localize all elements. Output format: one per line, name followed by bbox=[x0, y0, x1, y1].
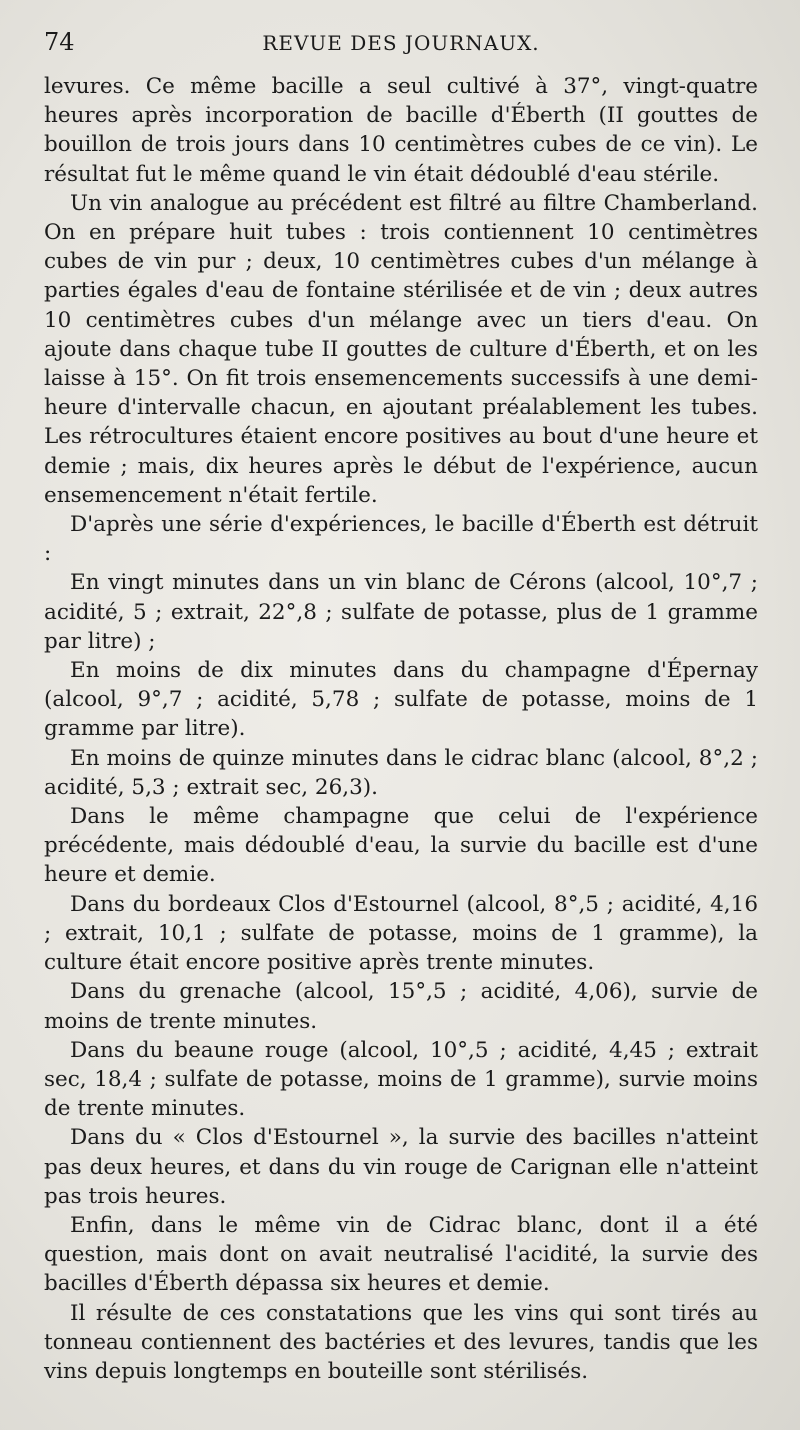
paragraph-champagne-diluted: Dans le même champagne que celui de l'expérience précédente, mais dédoublé d'eau, la survie du bacille est d'une heure et demie. bbox=[44, 804, 758, 888]
paragraph-continuation: levures. Ce même bacille a seul cultivé à 37°, vingt-quatre heures après incorporation de bacille d'Éberth (II gouttes de bouillon de trois jours dans 10 centimètres cubes de ce vin). Le résultat fut le même quand le vin était dédoublé d'eau stérile. bbox=[44, 74, 758, 187]
paragraph-grenache: Dans du grenache (alcool, 15°,5 ; acidité, 4,06), survie de moins de trente minutes. bbox=[44, 979, 758, 1034]
paragraph-bordeaux: Dans du bordeaux Clos d'Estournel (alcool, 8°,5 ; acidité, 4,16 ; extrait, 10,1 ; sulfate de potasse, moins de 1 gramme), la culture était encore positive après trente minutes. bbox=[44, 891, 758, 976]
paragraph-champagne: En moins de dix minutes dans du champagne d'Épernay (alcool, 9°,7 ; acidité, 5,78 ; sulfate de potasse, moins de 1 gramme par litre). bbox=[44, 658, 758, 742]
paragraph-cidrac: En moins de quinze minutes dans le cidrac blanc (alcool, 8°,2 ; acidité, 5,3 ; extrait sec, 26,3). bbox=[44, 745, 758, 800]
paragraph-chamberland-filter: Un vin analogue au précédent est filtré au filtre Chamberland. On en prépare huit tubes : trois contiennent 10 centimètres cubes de vin pur ; deux, 10 centimètres cubes d'un mélange à parties égales d'eau de fontaine stérilisée et de vin ; deux autres 10 centimètres cubes d'un mélange avec un tiers d'eau. On ajoute dans chaque tube II gouttes de culture d'Éberth, et on les laisse à 15°. On fit trois ensemencements successifs à une demi-heure d'intervalle chacun, en ajoutant préalablement les tubes. Les rétrocultures étaient encore positives au bout d'une heure et demie ; mais, dix heures après le début de l'expérience, aucun ensemencement n'était fertile. bbox=[44, 190, 758, 508]
page-number: 74 bbox=[44, 28, 75, 56]
body-text bbox=[44, 72, 758, 1386]
paragraph-beaune: Dans du beaune rouge (alcool, 10°,5 ; acidité, 4,45 ; extrait sec, 18,4 ; sulfate de potasse, moins de 1 gramme), survie moins de trente minutes. bbox=[44, 1037, 758, 1122]
running-head: REVUE DES JOURNAUX. bbox=[262, 31, 540, 55]
paragraph-estournel-carignan: Dans du « Clos d'Estournel », la survie des bacilles n'atteint pas deux heures, et dans du vin rouge de Carignan elle n'atteint pas trois heures. bbox=[44, 1125, 758, 1209]
paragraph-conclusion: Il résulte de ces constatations que les vins qui sont tirés au tonneau contiennent des bactéries et des levures, tandis que les vins depuis longtemps en bouteille sont stérilisés. bbox=[44, 1300, 758, 1384]
page-header bbox=[44, 28, 758, 72]
paragraph-series-intro: D'après une série d'expériences, le bacille d'Éberth est détruit : bbox=[44, 512, 758, 567]
paragraph-cerons: En vingt minutes dans un vin blanc de Cérons (alcool, 10°,7 ; acidité, 5 ; extrait, 22°,8 ; sulfate de potasse, plus de 1 gramme par litre) ; bbox=[44, 570, 758, 654]
paragraph-cidrac-neutralized: Enfin, dans le même vin de Cidrac blanc, dont il a été question, mais dont on avait neutralisé l'acidité, la survie des bacilles d'Éberth dépassa six heures et demie. bbox=[44, 1212, 758, 1297]
